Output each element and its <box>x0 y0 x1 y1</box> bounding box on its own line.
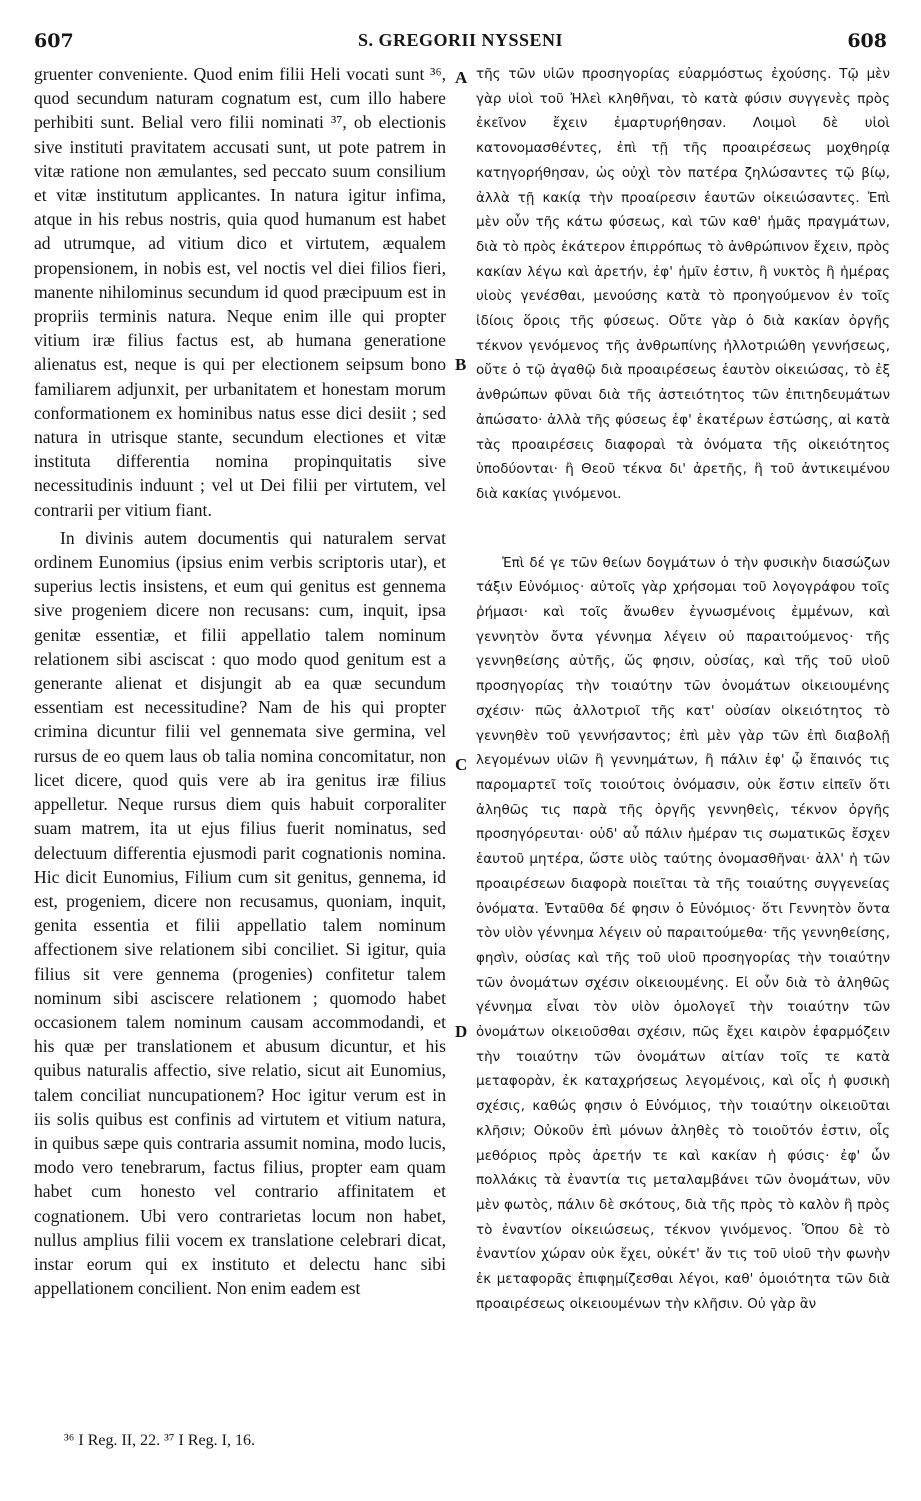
column-marker-a: A <box>455 68 468 87</box>
running-title: S. GREGORII NYSSENI <box>357 30 564 50</box>
column-marker-c: C <box>455 755 468 774</box>
page-header <box>0 0 921 60</box>
latin-paragraph-1: gruenter conveniente. Quod enim filii Heli vocati sunt ³⁶, quod secundum naturam cognatum est, cum illo habere perhibiti sunt. Belial vero filii nominati ³⁷, ob electionis sive instituti pravitatem accusati sunt, ut pote patrem in vitæ ratione non æmulantes, sed peccato suum consilium et vitæ institutum applicantes. In natura igitur infima, atque in his rebus nostris, quia quod humanum est habet ad utrumque, ad vitium dico et virtutem, æqualem propensionem, in nobis est, vel noctis vel diei filios fieri, manente nihilominus secundum id quod præcipuum est in propriis terminis natura. Neque enim ille qui propter vitium iræ filius factus est, ab humana generatione alienatus est, neque is qui per electionem seipsum bono familiarem adjunxit, per urbanitatem et honestam morum conformationem ex hominibus natus esse dici desiit ; sed natura in utrisque stante, secundum electiones et vitæ instituta differentia nomina propinquitatis sive necessitudinis induunt ; vel ut Dei filii per virtutem, vel contrarii per vitium fiant. <box>34 64 446 520</box>
greek-paragraph-2: Ἐπὶ δέ γε τῶν θείων δογμάτων ὁ τὴν φυσικὴν διασώζων τάξιν Εὐνόμιος· αὐτοῖς γὰρ χρήσομαι τοῦ λογογράφου τοῖς ῥήμασι· καὶ τοῖς ἄνωθεν ἐγνωσμένοις ἐμμένων, καὶ γεννητὸν ὄντα γέννημα λέγειν οὐ παραιτούμενος· τῆς γεννηθείσης αὐτῆς, ὥς φησιν, οὐσίας, καὶ τῆς τοῦ υἱοῦ προσηγορίας τὴν τοιαύτην τῶν ὀνομάτων οἰκειουμένης σχέσιν· πῶς ἀλλοτριοῖ τῆς κατ' οὐσίαν οἰκειότητος τὸ γεννηθὲν τοῦ γεννήσαντος; ἐπὶ μὲν γὰρ τῶν ἐπὶ διαβολῇ λεγομένων υἱῶν ἢ γεννημάτων, ἢ πάλιν ἐφ' ᾧ ἔπαινός τις παρομαρτεῖ τοῖς τοιούτοις ὀνόμασιν, οὐκ ἔστιν εἰπεῖν ὅτι ἀληθῶς τις παρὰ τῆς ὀργῆς γεννηθεὶς, τέκνον ὀργῆς προσηγόρευται· οὐδ' αὖ πάλιν ἡμέραν τις σωματικῶς ἔσχεν ἑαυτοῦ μητέρα, ὥστε υἱὸς ταύτης ὀνομασθῆναι· ἀλλ' ἡ τῶν προαιρέσεων διαφορὰ ποιεῖται τὰ τῆς τοιαύτης συγγενείας ὀνόματα. Ἐνταῦθα δέ φησιν ὁ Εὐνόμιος· ὅτι Γεννητὸν ὄντα τὸν υἱὸν γέννημα λέγειν οὐ παραιτούμεθα· τῆς γεννηθείσης, φησὶν, οὐσίας καὶ τῆς τοῦ υἱοῦ προσηγορίας τὴν τοιαύτην τῶν ὀνομάτων σχέσιν οἰκειουμένης. Εἰ οὖν διὰ τὸ ἀληθῶς γέννημα εἶναι τὸν υἱὸν ὁμολογεῖ τὴν τοιαύτην τῶν ὀνομάτων οἰκειοῦσθαι σχέσιν, πῶς ἔχει καιρὸν ἐφαρμόζειν τὴν τοιαύτην τῶν ὀνομάτων αἰτίαν τοῖς τε κατὰ μεταφορὰν, ἐκ καταχρήσεως λεγομένοις, καὶ οἷς ἡ φυσικὴ σχέσις, καθώς φησιν ὁ Εὐνόμιος, τὴν τοιαύτην οἰκειοῦται κλῆσιν; Οὐκοῦν ἐπὶ μόνων ἀληθὲς τὸ τοιοῦτόν ἐστιν, οἷς μεθόριος πρὸς ἀρετήν τε καὶ κακίαν ἡ φύσις· ἐφ' ὧν πολλάκις τὰ ἐναντία τις μεταλαμβάνει τῶν ὀνομάτων, νῦν μὲν φωτὸς, πάλιν δὲ σκότους, διὰ τῆς πρὸς τὸ καλὸν ἢ πρὸς τὸ ἐναντίον οἰκειώσεως, τέκνον γινόμενος. Ὅπου δὲ τὸ ἐναντίον χώραν οὐκ ἔχει, οὐκέτ' ἄν τις τοῦ υἱοῦ τὴν φωνὴν ἐκ μεταφορᾶς ἐπιφημίζεσθαι λέγοι, καθ' ὁμοιότητα τῶν διὰ προαιρέσεως οἰκειουμένων τὴν κλῆσιν. Οὐ γὰρ ἂν <box>476 554 890 1312</box>
latin-column <box>34 62 446 1300</box>
page-number-left: 607 <box>34 30 74 52</box>
column-marker-b: B <box>455 355 467 374</box>
column-marker-d: D <box>455 1022 468 1041</box>
greek-column <box>476 62 890 1316</box>
greek-paragraph-1: τῆς τῶν υἱῶν προσηγορίας εὐαρμόστως ἐχούσης. Τῷ μὲν γὰρ υἱοὶ τοῦ Ἠλεὶ κληθῆναι, τὸ κατὰ φύσιν συγγενὲς πρὸς ἐκεῖνον ἔχειν ἐμαρτυρήθησαν. Λοιμοὶ δὲ υἱοὶ κατονομασθέντες, ἐπὶ τῇ τῆς προαιρέσεως μοχθηρίᾳ κατηγορήθησαν, ὡς οὐχὶ τὸν πατέρα ζηλώσαντες τῷ βίῳ, ἀλλὰ τῇ κακίᾳ τὴν προαίρεσιν ἑαυτῶν οἰκειώσαντες. Ἐπὶ μὲν οὖν τῆς κάτω φύσεως, καὶ τῶν καθ' ἡμᾶς πραγμάτων, διὰ τὸ πρὸς ἑκάτερον ἐπιρρόπως τὸ ἀνθρώπινον ἔχειν, πρὸς κακίαν λέγω καὶ ἀρετήν, ἐφ' ἡμῖν ἐστιν, ἢ νυκτὸς ἢ ἡμέρας υἱοὺς γενέσθαι, μενούσης κατὰ τὸ προηγούμενον ἐν τοῖς ἰδίοις ὅροις τῆς φύσεως. Οὔτε γὰρ ὁ διὰ κακίαν ὀργῆς τέκνον γενόμενος τῆς ἀνθρωπίνης ἠλλοτριώθη γεννήσεως, οὔτε ὁ τῷ ἀγαθῷ διὰ προαιρέσεως ἑαυτὸν οἰκειώσας, τὸ ἐξ ἀνθρώπων φῦναι διὰ τῆς ἀστειότητος τῶν ἐπιτηδευμάτων ἀπώσατο· ἀλλὰ τῆς φύσεως ἐφ' ἑκατέρων ἑστώσης, αἱ κατὰ τὰς προαιρέσεις διαφοραὶ τὰ ὀνόματα τῆς οἰκειότητος ὑποδύονται· ἢ Θεοῦ τέκνα δι' ἀρετῆς, ἢ τοῦ ἀντικειμένου διὰ κακίας γινόμενοι. <box>476 66 890 502</box>
latin-paragraph-2: In divinis autem documentis qui naturalem servat ordinem Eunomius (ipsius enim verbis scriptoris utar), et superius lectis insistens, et eum qui genitus est gennema sive progeniem dicere non recusans: cum, inquit, ipsa genitæ essentiæ, et filii appellatio talem nominum relationem sibi asciscat : quo modo quod genitum est a generante alienat et disjungit ab ea quæ secundum essentiam est necessitudine? Nam de his qui propter crimina dicuntur filii vel gennemata sive germina, vel rursus de eo quem laus ob talia nomina concomitatur, non licet dicere, quod quis vere ab ira genitus iræ filius appelletur. Neque rursus diem quis habuit corporaliter suam matrem, ita ut ejus filius fuerit nominatus, sed delectuum differentia ejusmodi parit cognationis nomina. Hic dicit Eunomius, Filium cum sit genitus, gennema, id est, progeniem, dicere non recusamus, quoniam, inquit, genita essentia et filii appellatio talem nominum affectionem sive relationem sibi conciliet. Si igitur, quia filius sit vere gennema (progenies) confitetur talem nominum sibi asciscere relationem ; quomodo habet occasionem talem nominum causam accommodandi, et his quæ per translationem et abusum dicuntur, et his quibus naturalis affectio, sive relatio, sicut ait Eunomius, talem conciliat nuncupationem? Hoc igitur verum est in iis solis quibus est confinis ad virtutem et vitium natura, in quibus sæpe quis contraria assumit nomina, modo lucis, modo vero tenebrarum, factus filius, propter eam quam habet cum honesto vel contrario affinitatem et cognationem. Ubi vero contrarietas locum non habet, nullus amplius filii vocem ex translatione celebrari dicat, instar eorum qui ex instituto et delectu hanc sibi appellationem concilient. Non enim eadem est <box>34 527 446 1299</box>
footnotes: ³⁶ I Reg. II, 22. ³⁷ I Reg. I, 16. <box>64 1432 255 1449</box>
page-number-right: 608 <box>847 30 887 52</box>
